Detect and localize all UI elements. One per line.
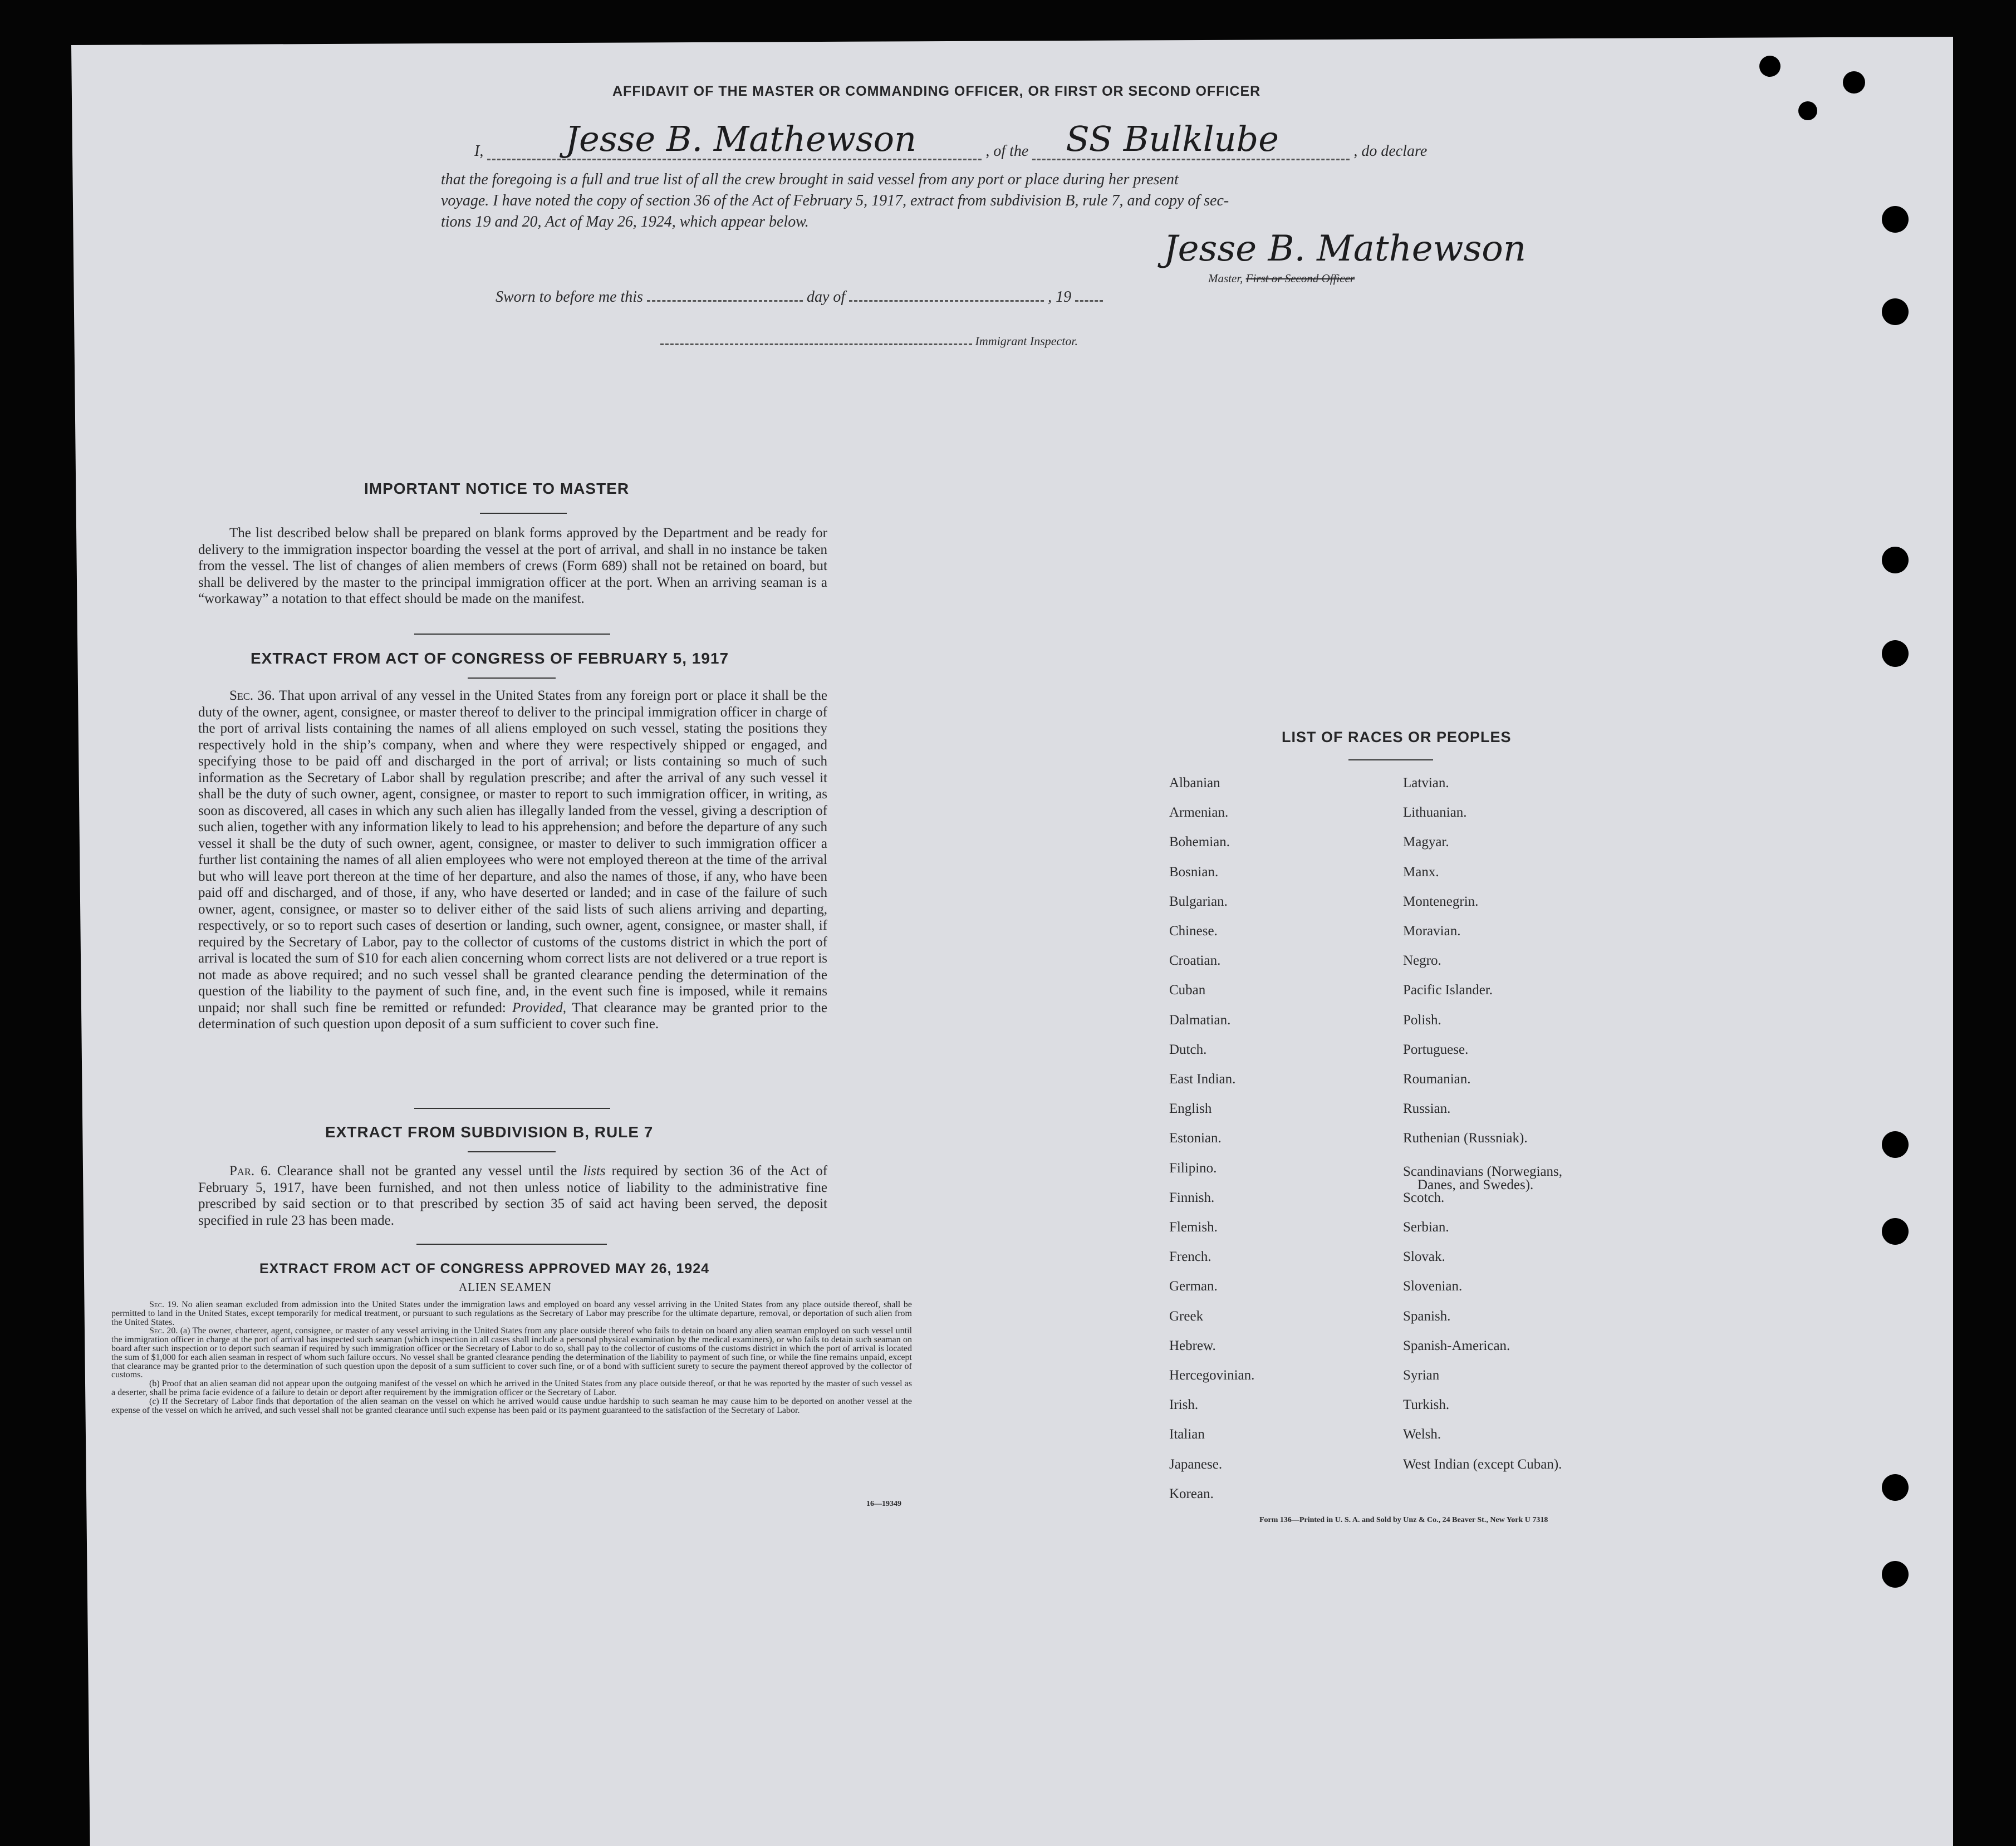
punch-hole: [1882, 206, 1909, 233]
sec-20b: (b) Proof that an alien seaman did not appear upon the outgoing manifest of the vessel on which he arrived in the United States from any place outside thereof, or that he was reported by the master of such vessel as a deserter, shall be prima facie evidence of a failure to detain or deport after requirement by the immigration officer or the Secretary of Labor.: [111, 1379, 912, 1397]
divider: [480, 513, 567, 514]
race-item: Dutch.: [1169, 1042, 1207, 1057]
sec-36-body: That upon arrival of any vessel in the United States from any foreign port or place it shall be the duty of the owner, agent, consignee, or master thereof to deliver to the principal immigration officer in charge of the port of arrival lists containing the names of all aliens employed on such vessel, stating the positions they respectively hold in the ship’s company, when and where they were respectively shipped or engaged, and specifying those to be paid off and discharged in the port of arrival; or lists containing so much of such information as the Secretary of Labor shall by regulation prescribe; and after the arrival of any such vessel it shall be the duty of such owner, agent, consignee, or master to report to such immigration officer, in writing, as soon as discovered, all cases in which any such alien has illegally landed from the vessel, giving a description of such alien, together with any information likely to lead to his apprehension; and before the departure of any such vessel it shall be the duty of such owner, agent, consignee, or master to deliver to such immigration officer a further list containing the names of all alien employees who were not employed thereon at the time of the arrival but who will leave port thereon at the time of her departure, and also the names of those, if any, who have been paid off and discharged, and of those, if any, who have deserted or landed; and in case of the failure of such owner, agent, consignee, or master so to deliver either of the said lists of such aliens arriving and departing, respectively, or so to report such cases of desertion or landing, such owner, agent, consignee, or master shall, if required by the Secretary of Labor, pay to the collector of customs of the customs district in which the port of arrival is located the sum of $10 for each alien concerning whom correct lists are not delivered or a true report is not made as above required; and no such vessel shall be granted clearance pending the determination of the question of the liability to the payment of such fine, and, in the event such fine is imposed, while it remains unpaid; nor shall such fine be remitted or refunded:: [198, 688, 828, 1015]
sec-20c: (c) If the Secretary of Labor finds that deportation of the alien seaman on the vessel on which he arrived would cause undue hardship to such seaman he may cause him to be deported on another vessel at the expense of the vessel on which he arrived, and such vessel shall not be granted clearance until such expense has been paid or its payment guaranteed to the satisfaction of the Secretary of Labor.: [111, 1396, 912, 1415]
race-item: Scandinavians (Norwegians,: [1403, 1163, 1563, 1179]
race-item: Estonian.: [1169, 1131, 1222, 1146]
par-6-label: Par. 6.: [229, 1163, 271, 1179]
race-item: Scotch.: [1403, 1190, 1445, 1205]
master-name-field[interactable]: [487, 119, 982, 160]
race-item: Dalmatian.: [1169, 1012, 1231, 1028]
punch-hole: [1882, 1131, 1909, 1158]
races-title: LIST OF RACES OR PEOPLES: [1282, 729, 1512, 745]
punch-hole: [1882, 298, 1909, 325]
divider: [1348, 759, 1433, 760]
race-item: Irish.: [1169, 1397, 1199, 1413]
race-item: Turkish.: [1403, 1397, 1450, 1413]
race-item: Hebrew.: [1169, 1338, 1216, 1353]
race-item: German.: [1169, 1279, 1218, 1294]
race-item: Montenegrin.: [1403, 893, 1479, 909]
affidavit-body-line-3: tions 19 and 20, Act of May 26, 1924, which appear below.: [441, 213, 809, 230]
vessel-name-handwritten: SS Bulklube: [1066, 119, 1279, 159]
of-the-label: , of the: [985, 143, 1029, 160]
race-item: Latvian.: [1403, 775, 1449, 791]
race-item: Spanish.: [1403, 1308, 1451, 1324]
par-6-before: Clearance shall not be granted any vessel until the: [277, 1163, 577, 1179]
divider: [416, 1244, 607, 1245]
race-item: Filipino.: [1169, 1160, 1217, 1176]
notice-body: The list described below shall be prepared on blank forms approved by the Department and be ready for delivery to the immigration inspector boarding the vessel at the port of arrival, and shall in no instance be taken from the vessel. The list of changes of alien members of crews (Form 689) shall not be retained on board, but shall be delivered by the master to the principal immigration officer at the port. When an arriving seaman is a “workaway” a notation to that effect should be made on the manifest.: [198, 526, 827, 606]
affidavit-body-line-2: voyage. I have noted the copy of section 36 of the Act of February 5, 1917, extract from subdivision B, rule 7, and copy of sec-: [441, 192, 1229, 209]
race-item: Serbian.: [1403, 1220, 1449, 1235]
race-item: Cuban: [1169, 983, 1206, 998]
inspector-label: Immigrant Inspector.: [975, 334, 1078, 348]
proviso-label: Provided,: [512, 1000, 566, 1015]
race-item: East Indian.: [1169, 1072, 1236, 1087]
sec-36-label: Sec. 36.: [229, 688, 275, 703]
race-item: Roumanian.: [1403, 1072, 1471, 1087]
affidavit-line-1: [474, 119, 1428, 160]
race-item: Magyar.: [1403, 834, 1449, 850]
sec-19-label: Sec. 19.: [149, 1300, 179, 1309]
master-signature: Jesse B. Mathewson: [1164, 228, 1527, 269]
vessel-name-field[interactable]: [1032, 119, 1350, 160]
race-item: Hercegovinian.: [1169, 1368, 1255, 1383]
race-item: Russian.: [1403, 1101, 1451, 1117]
sworn-year-field[interactable]: [1075, 288, 1103, 302]
sworn-month-field[interactable]: [849, 288, 1044, 302]
sec-19: [111, 1300, 912, 1327]
race-item: Japanese.: [1169, 1456, 1223, 1472]
race-item: Bosnian.: [1169, 864, 1219, 880]
affidavit-body-line-1: that the foregoing is a full and true list of all the crew brought in said vessel from any port or place during her present: [441, 171, 1179, 188]
officer-struck-label: First or Second Officer: [1245, 272, 1355, 285]
alien-seamen-subtitle: ALIEN SEAMEN: [459, 1280, 552, 1294]
lists-word: lists: [583, 1163, 606, 1179]
race-item: Spanish-American.: [1403, 1338, 1510, 1353]
day-of-label: day of: [806, 288, 846, 306]
i-label: I,: [474, 143, 484, 160]
divider: [414, 634, 610, 635]
punch-hole: [1882, 1561, 1909, 1588]
race-item: Albanian: [1169, 775, 1220, 791]
year-label: , 19: [1048, 288, 1072, 306]
race-item: Manx.: [1403, 864, 1439, 880]
proviso-text: That clearance may be granted prior to the determination of such question upon deposit of a sum sufficient to cover such fine.: [198, 1000, 827, 1032]
race-item: Chinese.: [1169, 924, 1218, 939]
form-footer: Form 136—Printed in U. S. A. and Sold by Unz & Co., 24 Beaver St., New York U 7318: [1259, 1516, 1548, 1524]
sworn-day-field[interactable]: [647, 288, 803, 302]
race-item: Slovenian.: [1403, 1279, 1463, 1294]
race-item: Korean.: [1169, 1486, 1214, 1501]
sec-19-body: No alien seaman excluded from admission into the United States under the immigration laws and employed on board any vessel arriving in the United States from any place outside thereof, shall be permitted to land in the United States, except temporarily for medical treatment, or pursuant to such regulations as the Secretary of Labor may prescribe for the ultimate departure, removal, or deportation of such alien from the United States.: [111, 1300, 912, 1327]
extract-1924-text: [111, 1300, 912, 1415]
race-item: Bohemian.: [1169, 834, 1230, 850]
sec-20-label: Sec. 20.: [149, 1326, 178, 1336]
do-declare-label: , do declare: [1353, 143, 1428, 160]
divider: [468, 677, 556, 679]
race-item: Flemish.: [1169, 1220, 1218, 1235]
race-item: Polish.: [1403, 1012, 1441, 1028]
punch-hole: [1882, 1474, 1909, 1501]
sec-20a-body: (a) The owner, charterer, agent, consignee, or master of any vessel arriving in the United States from any place outside thereof who fails to detain on board any alien seaman employed on such vessel until the immigration officer in charge at the port of arrival has inspected such seaman (which inspection in all cases shall include a personal physical examination by the medical examiners), or who fails to detain such seaman on board after such inspection or to deport such seaman if required by such immigration officer or the Secretary of Labor to do so, shall pay to the collector of customs of the customs district in which the port of arrival is located the sum of $1,000 for each alien seaman in respect of whom such failure occurs. No vessel shall be granted clearance pending the determination of the liability to payment of such fine, or while the fine remains unpaid, except that clearance may be granted prior to the determination of such question upon the deposit of a sum sufficient to cover such fine, or of a bond with sufficient surety to secure the payment thereof approved by the collector of customs.: [111, 1326, 913, 1380]
race-item: Ruthenian (Russniak).: [1403, 1131, 1528, 1146]
race-item: Lithuanian.: [1403, 805, 1467, 821]
race-item: Welsh.: [1403, 1427, 1441, 1442]
punch-hole: [1798, 101, 1817, 120]
race-item: Italian: [1169, 1427, 1205, 1442]
punch-hole: [1882, 547, 1909, 573]
race-item: West Indian (except Cuban).: [1403, 1456, 1562, 1472]
race-item: French.: [1169, 1249, 1211, 1265]
race-item: Pacific Islander.: [1403, 983, 1493, 998]
race-item: Armenian.: [1169, 805, 1229, 821]
race-item: Greek: [1169, 1308, 1204, 1324]
divider: [414, 1108, 610, 1109]
race-item: Slovak.: [1403, 1249, 1445, 1265]
subdivision-b-text: [198, 1163, 827, 1229]
races-right-column: [1403, 775, 1681, 1510]
race-item: Croatian.: [1169, 953, 1221, 969]
affidavit-title: AFFIDAVIT OF THE MASTER OR COMMANDING OFFICER, OR FIRST OR SECOND OFFICER: [612, 84, 1261, 99]
race-item: Portuguese.: [1403, 1042, 1469, 1057]
extract-1917-title: EXTRACT FROM ACT OF CONGRESS OF FEBRUARY 5, 1917: [251, 650, 729, 667]
race-item: Bulgarian.: [1169, 893, 1228, 909]
punch-hole: [1882, 640, 1909, 667]
race-item: Moravian.: [1403, 924, 1461, 939]
form-code: 16—19349: [866, 1500, 901, 1508]
sec-20a: [111, 1327, 912, 1379]
race-item: Negro.: [1403, 953, 1441, 969]
par-6-after: required by section 36 of the Act of February 5, 1917, have been furnished, and not then unless notice of liability to the administrative fine prescribed by said section or to that prescribed by section 35 of said act having been served, the deposit specified in rule 23 has been made.: [198, 1163, 828, 1228]
race-item: Finnish.: [1169, 1190, 1215, 1205]
extract-1924-title: EXTRACT FROM ACT OF CONGRESS APPROVED MAY 26, 1924: [259, 1261, 710, 1277]
master-name-handwritten: Jesse B. Mathewson: [565, 119, 917, 159]
race-item: Danes, and Swedes).: [1417, 1177, 1534, 1192]
master-label: Master,: [1208, 272, 1243, 285]
notice-title: IMPORTANT NOTICE TO MASTER: [364, 480, 630, 497]
punch-hole: [1843, 71, 1865, 94]
punch-hole: [1759, 56, 1780, 77]
punch-hole: [1882, 1218, 1909, 1245]
signature-title: [1208, 272, 1355, 286]
divider: [468, 1151, 556, 1152]
subdivision-b-title: EXTRACT FROM SUBDIVISION B, RULE 7: [325, 1123, 654, 1141]
inspector-line: [660, 332, 1078, 348]
inspector-signature-field[interactable]: [660, 332, 972, 345]
extract-1917-text: [198, 688, 827, 1033]
race-item: Syrian: [1403, 1368, 1440, 1383]
sworn-label: Sworn to before me this: [496, 288, 643, 306]
races-left-column: [1169, 775, 1381, 1510]
race-item: English: [1169, 1101, 1212, 1117]
notice-text: [198, 525, 827, 607]
sworn-line: [496, 288, 1103, 306]
